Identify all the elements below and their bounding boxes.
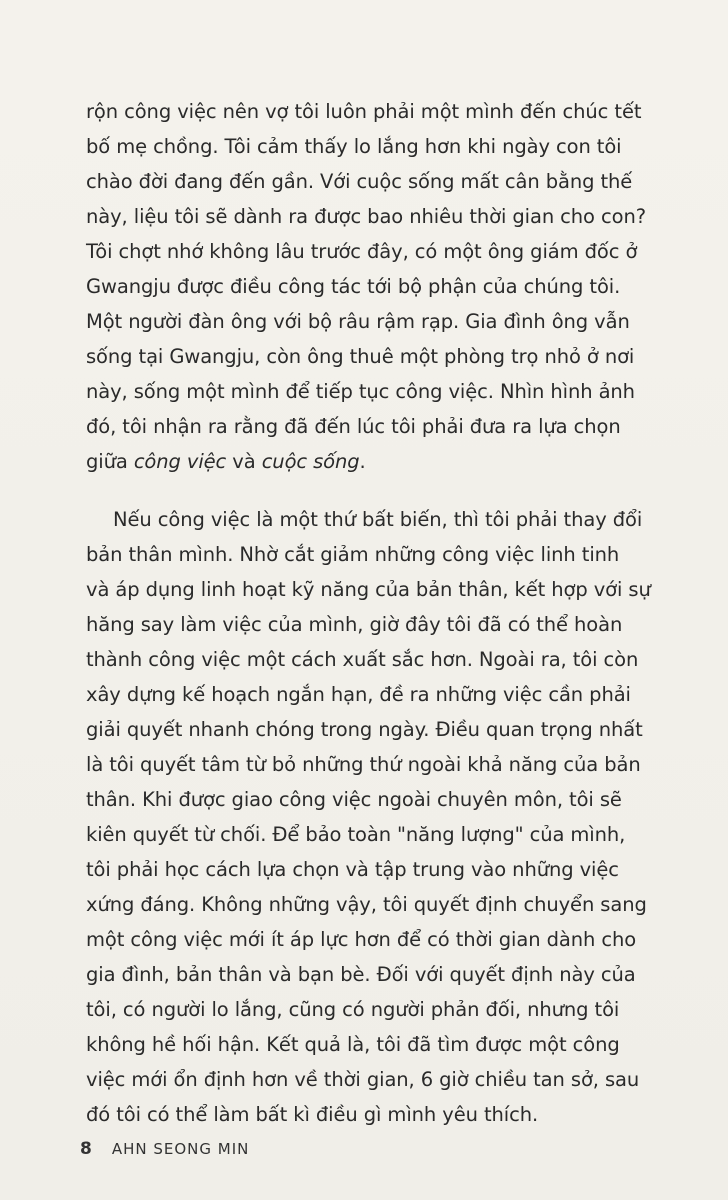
text-line: và áp dụng linh hoạt kỹ năng của bản thân, kết hợp với sự [86,578,651,601]
emphasis-life: cuộc sống [261,450,360,473]
emphasis-work: công việc [133,450,227,473]
text-line: một công việc mới ít áp lực hơn để có thời gian dành cho [86,928,637,951]
body-text [86,94,686,1132]
text-line: là tôi quyết tâm từ bỏ những thứ ngoài khả năng của bản [86,753,641,776]
text-line: Tôi chợt nhớ không lâu trước đây, có một ông giám đốc ở [86,240,638,263]
text-line: kiên quyết từ chối. Để bảo toàn "năng lượng" của mình, [86,823,626,846]
page-footer [80,1139,249,1159]
text-line: bản thân mình. Nhờ cắt giảm những công việc linh tinh [86,543,620,566]
text-line: Một người đàn ông với bộ râu rậm rạp. Gia đình ông vẫn [86,310,630,333]
text-line: gia đình, bản thân và bạn bè. Đối với quyết định này của [86,963,636,986]
paragraph-1 [86,94,686,479]
running-author: AHN SEONG MIN [111,1140,250,1158]
text-line: xứng đáng. Không những vậy, tôi quyết định chuyển sang [86,893,647,916]
text-fragment: giữa [86,450,134,473]
text-line: xây dựng kế hoạch ngắn hạn, đề ra những việc cần phải [86,683,631,706]
text-line: hăng say làm việc của mình, giờ đây tôi đã có thể hoàn [86,613,623,636]
text-line: Gwangju được điều công tác tới bộ phận của chúng tôi. [86,275,621,298]
text-line: giải quyết nhanh chóng trong ngày. Điều quan trọng nhất [86,718,643,741]
text-line: thân. Khi được giao công việc ngoài chuyên môn, tôi sẽ [86,788,622,811]
text-fragment: . [359,450,366,473]
page-number: 8 [80,1139,92,1159]
text-line: tôi phải học cách lựa chọn và tập trung vào những việc [86,858,619,881]
text-line: đó, tôi nhận ra rằng đã đến lúc tôi phải đưa ra lựa chọn [86,415,621,438]
text-line: không hề hối hận. Kết quả là, tôi đã tìm được một công [86,1033,620,1056]
text-line: bố mẹ chồng. Tôi cảm thấy lo lắng hơn khi ngày con tôi [86,135,622,158]
paragraph-2 [86,502,686,1132]
text-line: sống tại Gwangju, còn ông thuê một phòng trọ nhỏ ở nơi [86,345,635,368]
text-line: thành công việc một cách xuất sắc hơn. Ngoài ra, tôi còn [86,648,639,671]
text-line: Nếu công việc là một thứ bất biến, thì tôi phải thay đổi [113,508,643,531]
text-line: rộn công việc nên vợ tôi luôn phải một mình đến chúc tết [86,100,642,123]
text-line: chào đời đang đến gần. Với cuộc sống mất cân bằng thế [86,170,633,193]
text-line: việc mới ổn định hơn về thời gian, 6 giờ chiều tan sở, sau [86,1068,640,1091]
text-line: đó tôi có thể làm bất kì điều gì mình yêu thích. [86,1103,539,1126]
text-line: tôi, có người lo lắng, cũng có người phản đối, nhưng tôi [86,998,620,1021]
text-line [86,444,686,479]
text-fragment: và [226,450,262,473]
text-line: này, liệu tôi sẽ dành ra được bao nhiêu thời gian cho con? [86,205,646,228]
text-line: này, sống một mình để tiếp tục công việc. Nhìn hình ảnh [86,380,635,403]
